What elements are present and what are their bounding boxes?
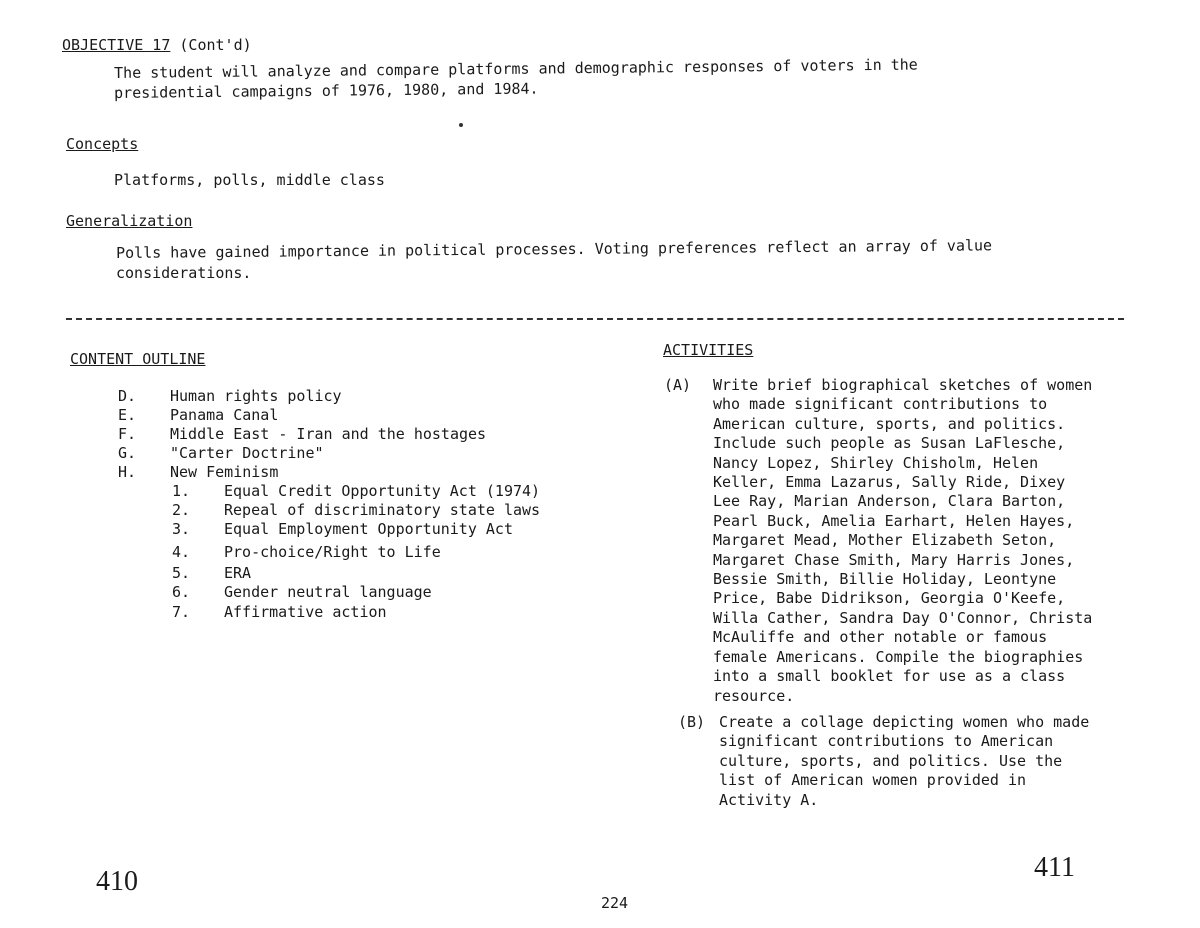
stray-mark — [459, 123, 463, 127]
activities-heading: ACTIVITIES — [663, 341, 754, 359]
content-outline-heading: CONTENT OUTLINE — [70, 350, 206, 368]
outline-item — [118, 463, 278, 482]
outline-item-text: Panama Canal — [170, 406, 279, 424]
concepts-text: Platforms, polls, middle class — [114, 171, 385, 189]
activity-b — [678, 713, 1148, 810]
left-page-number: 410 — [96, 866, 138, 897]
outline-subitem-label: 6. — [172, 583, 191, 601]
outline-subitem-text: Gender neutral language — [224, 583, 432, 601]
outline-subitem-text: Affirmative action — [224, 603, 387, 621]
outline-item — [118, 406, 278, 425]
right-page-number: 411 — [1034, 852, 1075, 883]
outline-subitem — [172, 543, 441, 562]
outline-item-label: G. — [118, 444, 137, 462]
outline-item — [118, 387, 342, 406]
objective-heading-line — [62, 36, 252, 55]
outline-item-text: Human rights policy — [170, 387, 342, 405]
generalization-heading: Generalization — [66, 212, 193, 230]
activity-b-label: (B) — [678, 713, 706, 731]
outline-subitem-text: Equal Employment Opportunity Act — [224, 520, 513, 538]
center-page-number: 224 — [601, 894, 629, 912]
outline-item-text: New Feminism — [170, 463, 279, 481]
outline-subitem — [172, 564, 251, 583]
objective-statement-line-1: The student will analyze and compare platforms and demographic responses of voters in the — [114, 55, 918, 82]
outline-item — [118, 425, 486, 444]
outline-subitem-label: 3. — [172, 520, 191, 538]
outline-item-label: E. — [118, 406, 137, 424]
section-divider — [66, 318, 1124, 320]
outline-subitem — [172, 520, 513, 539]
outline-item-text: Middle East - Iran and the hostages — [170, 425, 487, 443]
outline-subitem-text: Equal Credit Opportunity Act (1974) — [224, 482, 541, 500]
outline-subitem — [172, 603, 387, 622]
generalization-line-1: Polls have gained importance in political processes. Voting preferences reflect an array of value — [116, 236, 993, 262]
outline-subitem-label: 1. — [172, 482, 191, 500]
objective-heading: OBJECTIVE 17 — [62, 36, 171, 54]
outline-item-label: H. — [118, 463, 137, 481]
outline-subitem-label: 7. — [172, 603, 191, 621]
activity-a — [664, 376, 1144, 706]
outline-item — [118, 444, 324, 463]
outline-subitem — [172, 501, 540, 520]
activity-b-text: Create a collage depicting women who made significant contributions to American culture, sports, and politics. Use the list of American women provided in Activity A. — [719, 713, 1090, 809]
objective-statement-line-2: presidential campaigns of 1976, 1980, and 1984. — [114, 79, 539, 102]
outline-subitem-label: 5. — [172, 564, 191, 582]
outline-subitem-text: ERA — [224, 564, 252, 582]
outline-item-label: D. — [118, 387, 137, 405]
outline-subitem-text: Pro-choice/Right to Life — [224, 543, 441, 561]
outline-item-label: F. — [118, 425, 137, 443]
generalization-line-2: considerations. — [116, 264, 252, 282]
outline-subitem — [172, 583, 432, 602]
concepts-heading: Concepts — [66, 135, 139, 153]
outline-subitem-label: 2. — [172, 501, 191, 519]
outline-subitem-text: Repeal of discriminatory state laws — [224, 501, 541, 519]
activity-a-text: Write brief biographical sketches of women who made significant contributions to American culture, sports, and politics. Include such people as Susan LaFlesche, Nancy Lopez, Shirley Chisholm, Helen Keller, Emma Lazarus, Sally Ride, Dixey Lee Ray, Marian Anderson, Clara Barton, Pearl Buck, Amelia Earhart, Helen Hayes, Margaret Mead, Mother Elizabeth Seton, Margaret Chase Smith, Mary Harris Jones, Bessie Smith, Billie Holiday, Leontyne Price, Babe Didrikson, Georgia O'Keefe, Willa Cather, Sandra Day O'Connor, Christa McAuliffe and other notable or famous female Americans. Compile the biographies into a small booklet for use as a class resource. — [713, 376, 1093, 705]
activity-a-label: (A) — [664, 376, 692, 394]
objective-heading-suffix: (Cont'd) — [170, 36, 252, 54]
outline-subitem — [172, 482, 540, 501]
outline-subitem-label: 4. — [172, 543, 191, 561]
outline-item-text: "Carter Doctrine" — [170, 444, 324, 462]
